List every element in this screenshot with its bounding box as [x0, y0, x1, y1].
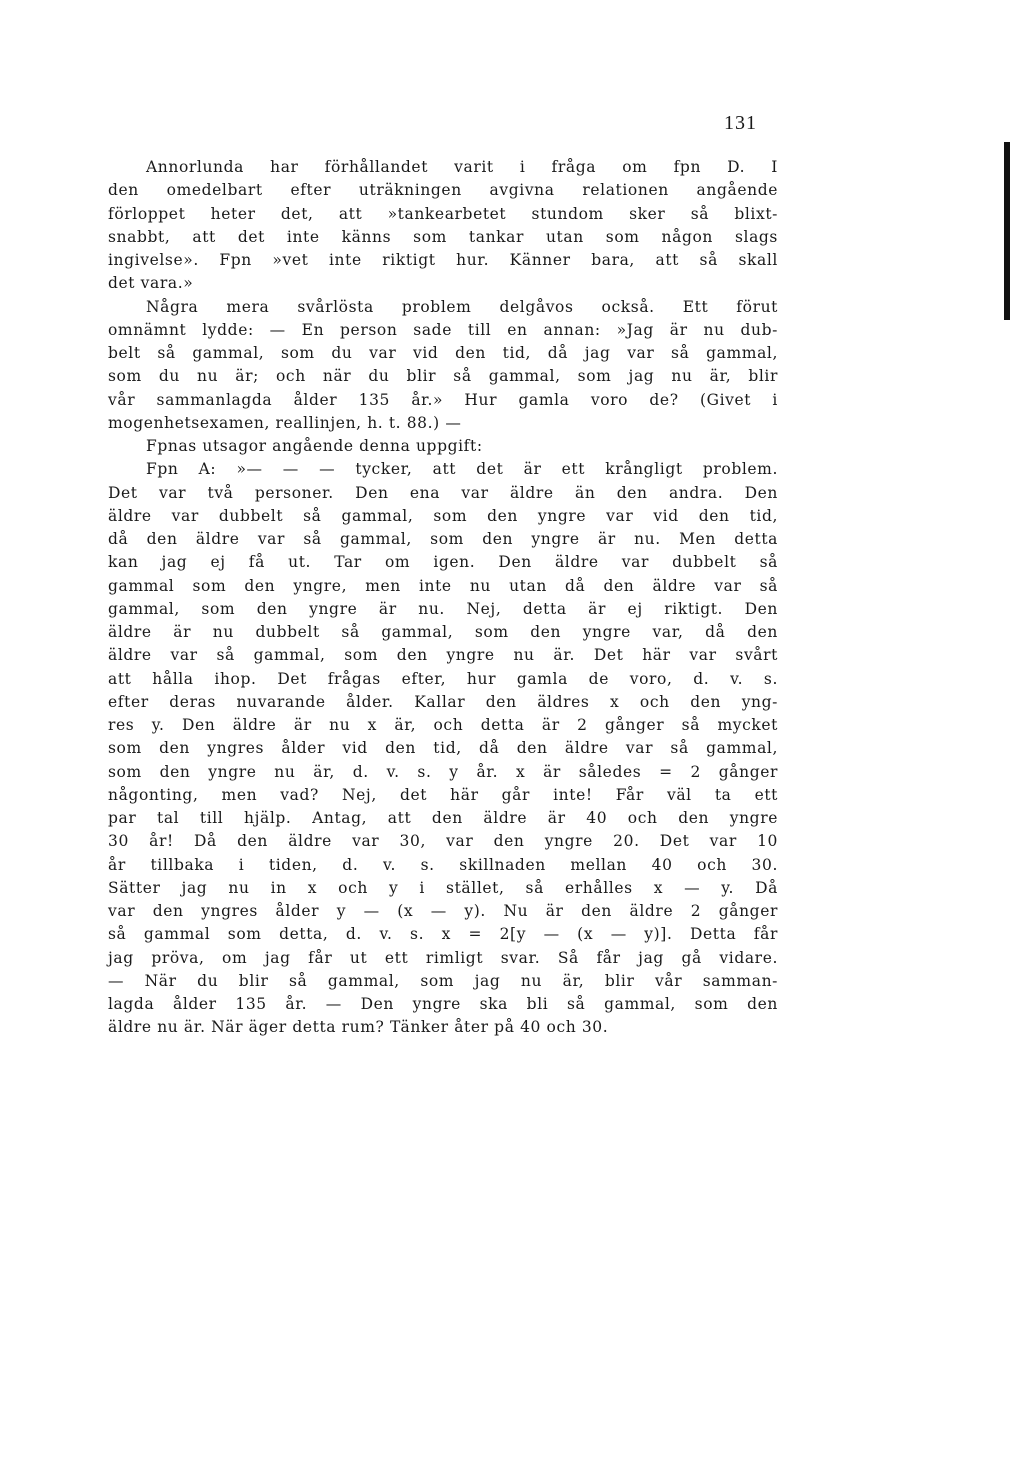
text-line: äldre var så gammal, som den yngre nu är. Det här var svårt [108, 646, 778, 665]
text-line: då den äldre var så gammal, som den yngre är nu. Men detta [108, 530, 778, 548]
text-line: 30 år! Då den äldre var 30, var den yngre 20. Det var 10 [108, 832, 778, 851]
text-line: den omedelbart efter uträkningen avgivna relationen angående [108, 181, 778, 200]
text-line: gammal som den yngre, men inte nu utan då den äldre var så [108, 576, 778, 595]
text-line: någonting, men vad? Nej, det här går inte! Får väl ta ett [108, 785, 778, 804]
text-line: att hålla ihop. Det frågas efter, hur gamla de voro, d. v. s. [108, 669, 778, 688]
text-line: år tillbaka i tiden, d. v. s. skillnaden mellan 40 och 30. [108, 855, 778, 874]
text-line: kan jag ej få ut. Tar om igen. Den äldre var dubbelt så [108, 553, 778, 572]
text-line: förloppet heter det, att »tankearbetet stundom sker så blixt- [108, 204, 778, 223]
text-line: var den yngres ålder y — (x — y). Nu är den äldre 2 gånger [108, 902, 778, 920]
text-line: lagda ålder 135 år. — Den yngre ska bli så gammal, som den [108, 995, 778, 1013]
page-number: 131 [724, 112, 757, 134]
text-line: som den yngre nu är, d. v. s. y år. x är således = 2 gånger [108, 762, 778, 781]
text-line: mogenhetsexamen, reallinjen, h. t. 88.) — [108, 413, 462, 432]
text-line: — När du blir så gammal, som jag nu är, blir vår samman- [108, 971, 778, 990]
text-line: jag pröva, om jag får ut ett rimligt svar. Så får jag gå vidare. [108, 948, 778, 967]
text-line: res y. Den äldre är nu x är, och detta är 2 gånger så mycket [108, 716, 778, 734]
text-line: par tal till hjälp. Antag, att den äldre är 40 och den yngre [108, 809, 778, 827]
text-line: så gammal som detta, d. v. s. x = 2[y — (x — y)]. Detta får [108, 925, 778, 944]
text-line: det vara.» [108, 274, 194, 293]
text-line: vår sammanlagda ålder 135 år.» Hur gamla voro de? (Givet i [108, 390, 778, 409]
text-line: Några mera svårlösta problem delgåvos också. Ett förut [146, 297, 778, 316]
text-line: snabbt, att det inte känns som tankar utan som någon slags [108, 227, 778, 246]
text-line: Det var två personer. Den ena var äldre än den andra. Den [108, 483, 778, 502]
text-line: äldre var dubbelt så gammal, som den yngre var vid den tid, [108, 506, 778, 525]
text-line: som den yngres ålder vid den tid, då den äldre var så gammal, [108, 739, 778, 758]
text-line: som du nu är; och när du blir så gammal, som jag nu är, blir [108, 367, 778, 386]
text-line: Fpn A: »— — — tycker, att det är ett krångligt problem. [146, 460, 778, 479]
margin-rule [1004, 142, 1010, 320]
text-line: äldre är nu dubbelt så gammal, som den yngre var, då den [108, 623, 778, 641]
text-line: äldre nu är. När äger detta rum? Tänker åter på 40 och 30. [108, 1018, 609, 1037]
text-line: Annorlunda har förhållandet varit i fråga om fpn D. I [146, 158, 778, 176]
text-line: Sätter jag nu in x och y i stället, så erhålles x — y. Då [108, 878, 778, 897]
text-line: efter deras nuvarande ålder. Kallar den äldres x och den yng- [108, 692, 778, 711]
text-line: gammal, som den yngre är nu. Nej, detta är ej riktigt. Den [108, 599, 778, 618]
body-text [108, 156, 778, 1040]
text-line: belt så gammal, som du var vid den tid, då jag var så gammal, [108, 344, 778, 362]
text-line: Fpnas utsagor angående denna uppgift: [146, 437, 483, 455]
text-line: ingivelse». Fpn »vet inte riktigt hur. Känner bara, att så skall [108, 251, 778, 269]
text-line: omnämnt lydde: — En person sade till en annan: »Jag är nu dub- [108, 320, 778, 339]
